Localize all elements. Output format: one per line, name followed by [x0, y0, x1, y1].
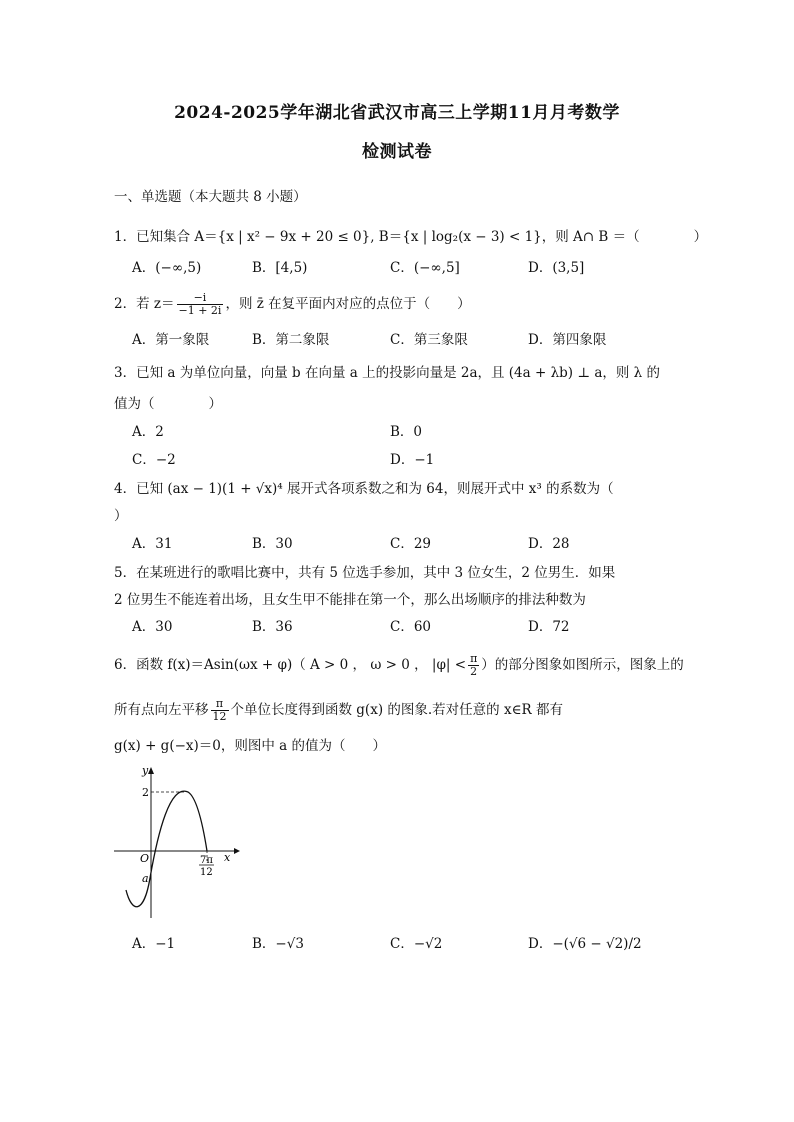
exam-title-line2: 检测试卷 [362, 142, 432, 162]
q1-option-b: B．[4,5) [252, 260, 308, 276]
question-1-text: 1．已知集合 A＝{x | x² − 9x + 20 ≤ 0}, B＝{x | log₂(x − 3) < 1}，则 A∩ B ＝（ ） [114, 229, 708, 245]
a-label: a [142, 872, 149, 885]
q2-option-b: B．第二象限 [252, 332, 330, 348]
q2-option-c: C．第三象限 [390, 332, 468, 348]
exam-title-line1: 2024-2025学年湖北省武汉市高三上学期11月月考数学 [174, 103, 620, 123]
question-5-line1: 5．在某班进行的歌唱比赛中，共有 5 位选手参加，其中 3 位女生，2 位男生．如果 [114, 565, 616, 581]
question-6-line2 [114, 698, 563, 723]
q2-fraction [177, 292, 224, 317]
q6-line1-a: 6．函数 f(x)＝Asin(ωx + φ)（ A > 0 ， ω > 0 ， |φ| < [114, 657, 467, 673]
q6-line2-num: π [211, 698, 229, 711]
x-axis-arrow-icon [234, 848, 240, 854]
q2-option-a: A．第一象限 [132, 332, 210, 348]
question-6-line1 [114, 653, 684, 678]
q2-suffix: ，则 z̄ 在复平面内对应的点位于（ ） [225, 296, 471, 312]
q6-line1-den: 2 [470, 665, 478, 678]
q6-line2-fraction [211, 698, 229, 723]
q3-option-d: D．−1 [390, 452, 435, 468]
question-6-line3: g(x) + g(−x)＝0，则图中 a 的值为（ ） [114, 738, 387, 754]
sine-curve [126, 791, 207, 907]
question-2-text [114, 292, 471, 317]
origin-label: O [140, 852, 150, 865]
zero-num-label: 7π [200, 855, 213, 866]
question-4-line1: 4．已知 (ax − 1)(1 + √x)⁴ 展开式各项系数之和为 64，则展开式中 x³ 的系数为（ [114, 481, 614, 497]
q5-option-d: D．72 [528, 619, 570, 635]
question-4-line2: ） [114, 508, 128, 524]
q5-option-c: C．60 [390, 619, 432, 635]
q3-option-a: A．2 [132, 424, 164, 440]
q2-prefix: 2．若 z＝ [114, 296, 175, 312]
q6-line1-fraction [468, 653, 479, 678]
q6-line2-den: 12 [212, 710, 227, 723]
q6-option-c: C．−√2 [390, 936, 443, 952]
y-axis-label: y [142, 764, 149, 777]
question-5-line2: 2 位男生不能连着出场，且女生甲不能排在第一个，那么出场顺序的排法种数为 [114, 592, 586, 608]
q6-line1-num: π [470, 652, 478, 665]
q4-option-b: B．30 [252, 536, 293, 552]
q2-fraction-num: −i [177, 292, 224, 305]
x-axis-label: x [224, 851, 231, 864]
q3-option-b: B．0 [390, 424, 423, 440]
zero-den-label: 12 [200, 867, 213, 878]
q1-option-a: A．(−∞,5) [132, 260, 202, 276]
q6-function-graph [110, 762, 242, 920]
q6-line2-b: 个单位长度得到函数 g(x) 的图象.若对任意的 x∈R 都有 [230, 702, 564, 718]
q3-option-c: C．−2 [132, 452, 176, 468]
q6-line1-b: ）的部分图象如图所示，图象上的 [481, 657, 684, 673]
q6-option-b: B．−√3 [252, 936, 304, 952]
question-3-line1: 3．已知 a 为单位向量，向量 b 在向量 a 上的投影向量是 2a，且 (4a + λb) ⊥ a，则 λ 的 [114, 365, 661, 381]
q5-option-a: A．30 [132, 619, 173, 635]
q4-option-d: D．28 [528, 536, 570, 552]
q1-option-d: D．(3,5] [528, 260, 585, 276]
q1-option-c: C．(−∞,5] [390, 260, 460, 276]
q4-option-a: A．31 [132, 536, 173, 552]
q6-line2-a: 所有点向左平移 [114, 702, 209, 718]
peak-value-label: 2 [142, 786, 149, 799]
question-3-line2: 值为（ ） [114, 396, 222, 412]
q6-option-d: D．−(√6 − √2)/2 [528, 936, 642, 952]
y-axis-arrow-icon [148, 767, 154, 774]
q4-option-c: C．29 [390, 536, 432, 552]
q2-fraction-den: −1 + 2i [178, 304, 222, 317]
section-heading: 一、单选题（本大题共 8 小题） [114, 189, 307, 205]
q2-option-d: D．第四象限 [528, 332, 607, 348]
q6-option-a: A．−1 [132, 936, 176, 952]
q5-option-b: B．36 [252, 619, 293, 635]
